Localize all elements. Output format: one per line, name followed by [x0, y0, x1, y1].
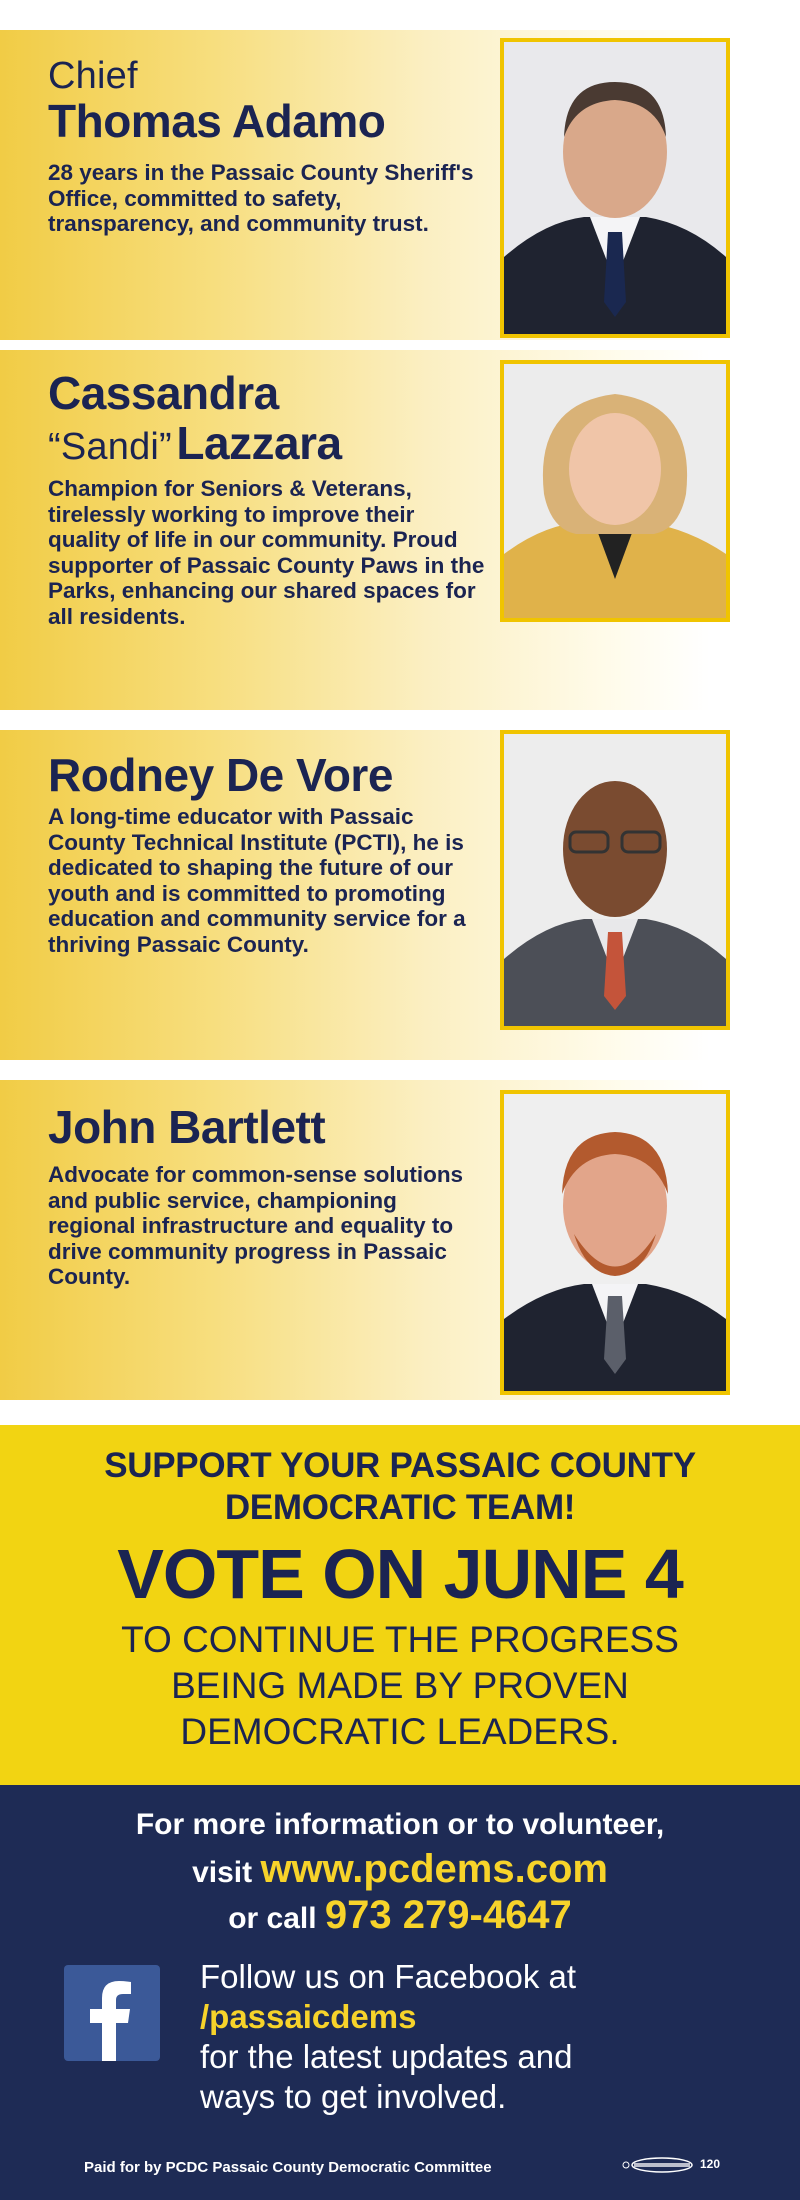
- website-link[interactable]: www.pcdems.com: [260, 1847, 608, 1891]
- candidate-name: John Bartlett: [48, 1101, 326, 1153]
- portrait-icon: [504, 42, 726, 334]
- support-subtext: [0, 1617, 800, 1755]
- facebook-line-1: Follow us on Facebook at: [200, 1958, 577, 1995]
- candidate-photo: [500, 360, 730, 622]
- candidate-name: Rodney De Vore: [48, 749, 393, 801]
- candidate-card-adamo: [0, 30, 800, 340]
- support-subtext-3: DEMOCRATIC LEADERS.: [180, 1711, 620, 1752]
- facebook-text: [200, 1957, 760, 2117]
- candidate-card-lazzara: [0, 350, 800, 710]
- candidate-name: Thomas Adamo: [48, 95, 386, 147]
- candidate-text: [48, 56, 488, 237]
- support-line-2: DEMOCRATIC TEAM!: [224, 1488, 576, 1527]
- portrait-icon: [504, 1094, 726, 1391]
- paid-for-disclaimer: Paid for by PCDC Passaic County Democratic Committee: [84, 2159, 492, 2176]
- support-subtext-2: BEING MADE BY PROVEN: [171, 1665, 629, 1706]
- candidate-bio: Advocate for common-sense solutions and public service, championing regional infrastructure and equality to drive community progress in Passaic County.: [48, 1162, 464, 1289]
- support-subtext-1: TO CONTINUE THE PROGRESS: [121, 1619, 679, 1660]
- more-info-text: For more information or to volunteer,: [135, 1808, 665, 1841]
- candidate-card-devore: [0, 730, 800, 1060]
- facebook-icon[interactable]: [64, 1965, 160, 2061]
- candidate-bio: A long-time educator with Passaic County Technical Institute (PCTI), he is dedicated to shaping the future of our youth and is committed to promoting education and community service for a thriving Passaic County.: [48, 804, 466, 957]
- facebook-handle[interactable]: /passaicdems: [200, 1998, 417, 2035]
- phone-number[interactable]: 973 279-4647: [324, 1893, 572, 1937]
- portrait-icon: [504, 734, 726, 1026]
- candidate-bio: Champion for Seniors & Veterans, tirelessly working to improve their quality of life in our community. Proud supporter of Passaic County Paws in the Parks, enhancing our shared spaces for all residents.: [48, 476, 485, 629]
- support-line-1: SUPPORT YOUR PASSAIC COUNTY: [104, 1446, 696, 1485]
- visit-label: visit: [192, 1856, 253, 1889]
- support-banner: [0, 1425, 800, 1785]
- candidate-photo: [500, 730, 730, 1030]
- candidate-photo: [500, 1090, 730, 1395]
- candidate-text: [48, 368, 488, 629]
- facebook-line-3: for the latest updates and: [200, 2038, 573, 2075]
- union-bug: [620, 2155, 720, 2175]
- candidate-title: Chief: [48, 55, 138, 97]
- portrait-icon: [504, 364, 726, 618]
- candidate-name-line2: [48, 418, 488, 468]
- contact-info: [0, 1805, 800, 1939]
- facebook-line-4: ways to get involved.: [200, 2078, 507, 2115]
- candidate-text: [48, 1102, 488, 1290]
- candidate-card-bartlett: [0, 1080, 800, 1400]
- candidate-bio: 28 years in the Passaic County Sheriff's Office, committed to safety, transparency, and community trust.: [48, 160, 474, 236]
- union-number: 120: [700, 2157, 721, 2171]
- support-headline: [0, 1445, 800, 1529]
- candidate-text: [48, 750, 488, 957]
- call-label: or call: [228, 1902, 317, 1935]
- candidate-photo: [500, 38, 730, 338]
- candidate-nickname: “Sandi”: [48, 426, 172, 468]
- vote-date-headline: VOTE ON JUNE 4: [117, 1535, 683, 1613]
- contact-section: [0, 1785, 800, 2200]
- candidate-name-last: Lazzara: [176, 417, 342, 469]
- candidate-name-first: Cassandra: [48, 367, 279, 419]
